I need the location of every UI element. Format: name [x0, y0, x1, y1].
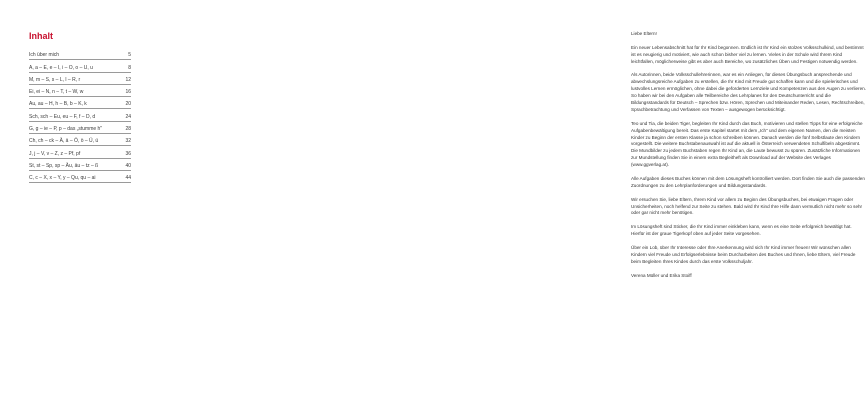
letter-paragraph: Wir ersuchen Sie, liebe Eltern, Ihrem Kind vor allem zu Beginn des Übungsbuches, bei etwaigen Fragen oder Unsicherheiten, noch helfend zur Seite zu stehen. Bald wird Ihr Kind Ihre Hilfe dann vermutlich nicht mehr so sehr oder gar nicht mehr benötigen. — [631, 196, 863, 216]
toc-label: Sch, sch – Eu, eu – F, f – D, d — [29, 113, 96, 120]
toc-row[interactable] — [29, 73, 131, 85]
toc-row[interactable] — [29, 134, 131, 146]
toc-page-number: 12 — [125, 76, 131, 83]
toc-label: C, c – X, x – Y, y – Qu, qu – ai — [29, 175, 96, 182]
toc-row[interactable] — [29, 146, 131, 158]
toc-row[interactable] — [29, 171, 131, 183]
letter-salutation: Liebe Eltern! — [631, 31, 657, 36]
letter-paragraph: Teo und Tia, die beiden Tiger, begleiten Ihr Kind durch das Buch, motivieren und stellen Tipps für eine erfolgreiche Aufgabenbewältigung bereit. Das erste Kapitel startet mit dem „Ich" und dem eigenen Namen, den die meisten Kinder zu Beginn der ersten Klasse ja schon schreiben können. Danach werden die fünf Selbstlaute den Kindern vorgestellt. Die weitere Buchstabenauswahl ist auf die aktuell in Österreich verwendeten Schulfibeln abgestimmt. Die Mundbilder zu jedem Buchstaben regen Ihr Kind an, die Laute bewusst zu spüren. Zusätzliche Informationen zur Mundstellung finden Sie in einem extra Begleitheft als Download auf der Website des Verlages (www.ggverlag.at). — [631, 120, 863, 168]
toc-label: J, j – V, v – Z, z – Pf, pf — [29, 150, 81, 157]
left-page — [0, 0, 300, 419]
toc-row[interactable] — [29, 97, 131, 109]
toc-page-number: 28 — [125, 126, 131, 133]
toc-label: Ich über mich — [29, 52, 60, 59]
toc-row[interactable] — [29, 60, 131, 72]
toc-label: Ei, ei – N, n – T, t – W, w — [29, 89, 84, 96]
parents-letter — [631, 31, 866, 286]
toc-row[interactable] — [29, 85, 131, 97]
toc-label: A, a – E, e – I, i – O, o – U, u — [29, 64, 93, 71]
toc-title: Inhalt — [29, 31, 53, 41]
letter-paragraph: Im Lösungsheft sind Sticker, die Ihr Kind immer einkleben kann, wenn es eine Seite erfolgreich bewältigt hat. Hierfür ist der graue Tigerkopf oben auf jeder Seite vorgesehen. — [631, 224, 852, 237]
toc-page-number: 5 — [128, 52, 131, 59]
toc-page-number: 44 — [125, 175, 131, 182]
letter-signature: Verena Müller und Erika Stoiff — [631, 272, 692, 278]
toc-row[interactable] — [29, 109, 131, 121]
toc-page-number: 32 — [125, 138, 131, 145]
toc-page-number: 40 — [125, 162, 131, 169]
toc-page-number: 20 — [125, 101, 131, 108]
toc-row[interactable] — [29, 122, 131, 134]
toc-label: Au, au – H, h – B, b – K, k — [29, 101, 87, 108]
toc-label: G, g – ie – P, p – das „stumme h" — [29, 126, 103, 133]
toc-row[interactable] — [29, 159, 131, 171]
toc-label: Ch, ch – ck – Ä, ä – Ö, ö – Ü, ü — [29, 138, 99, 145]
letter-paragraph: Als Autorinnen, beide Volksschullehrerinnen, war es ein Anliegen, für dieses Übungsbuch ansprechende und abwechslungsreiche Aufgaben zu erstellen, die Ihr Kind mit Freude gut schaffen kann und die spielerisches und lustvolles Lernen ermöglichen, ohne dabei die geforderten Lernziele und Kompetenzen aus den Augen zu verlieren. So haben wir bei den Aufgaben alle Teilbereiche des Lehrplanes für den Deutschunterricht und die Bildungsstandards für Deutsch – Sprechen bzw. Hören, Sprechen und Miteinander Reden, Lesen, Rechtschreiben, Sprachbetrachtung und Verfassen von Texten – ausgewogen berücksichtigt. — [631, 72, 866, 112]
toc-row[interactable] — [29, 48, 131, 60]
toc-page-number: 8 — [128, 64, 131, 71]
right-page — [300, 0, 866, 419]
toc-page-number: 24 — [125, 113, 131, 120]
toc-page-number: 16 — [125, 89, 131, 96]
letter-paragraph: Über ein Lob, über Ihr Interesse oder Ihre Anerkennung wird sich Ihr Kind immer freuen! Wir wünschen allen Kindern viel Freude und Erfolgserlebnisse beim Durcharbeiten des Buches und Ihnen, liebe Eltern, viel Freude beim Begleiten Ihres Kindes durch das erste Volksschuljahr. — [631, 244, 856, 264]
letter-paragraph: Ein neuer Lebensabschnitt hat für Ihr Kind begonnen. Endlich ist Ihr Kind ein stolzes Volksschulkind, und bestimmt ist es neugierig und motiviert, wie auch schon bisher viel zu lernen. Vieles in der Schule wird Ihrem Kind leichtfallen, möglicherweise gibt es aber auch Bereiche, wo zusätzliches Üben und Festigen notwendig werden. — [631, 44, 864, 64]
toc-page-number: 36 — [125, 150, 131, 157]
letter-paragraph: Alle Aufgaben dieses Buches können mit dem Lösungsheft kontrolliert werden. Dort finden Sie auch die passenden Zuordnungen zu den Lehrplanforderungen und Bildungsstandards. — [631, 175, 865, 188]
toc-label: M, m – S, s – L, l – R, r — [29, 76, 81, 83]
toc-list — [29, 48, 131, 183]
toc-label: St, st – Sp, sp – Äu, äu – tz – ß — [29, 162, 99, 169]
